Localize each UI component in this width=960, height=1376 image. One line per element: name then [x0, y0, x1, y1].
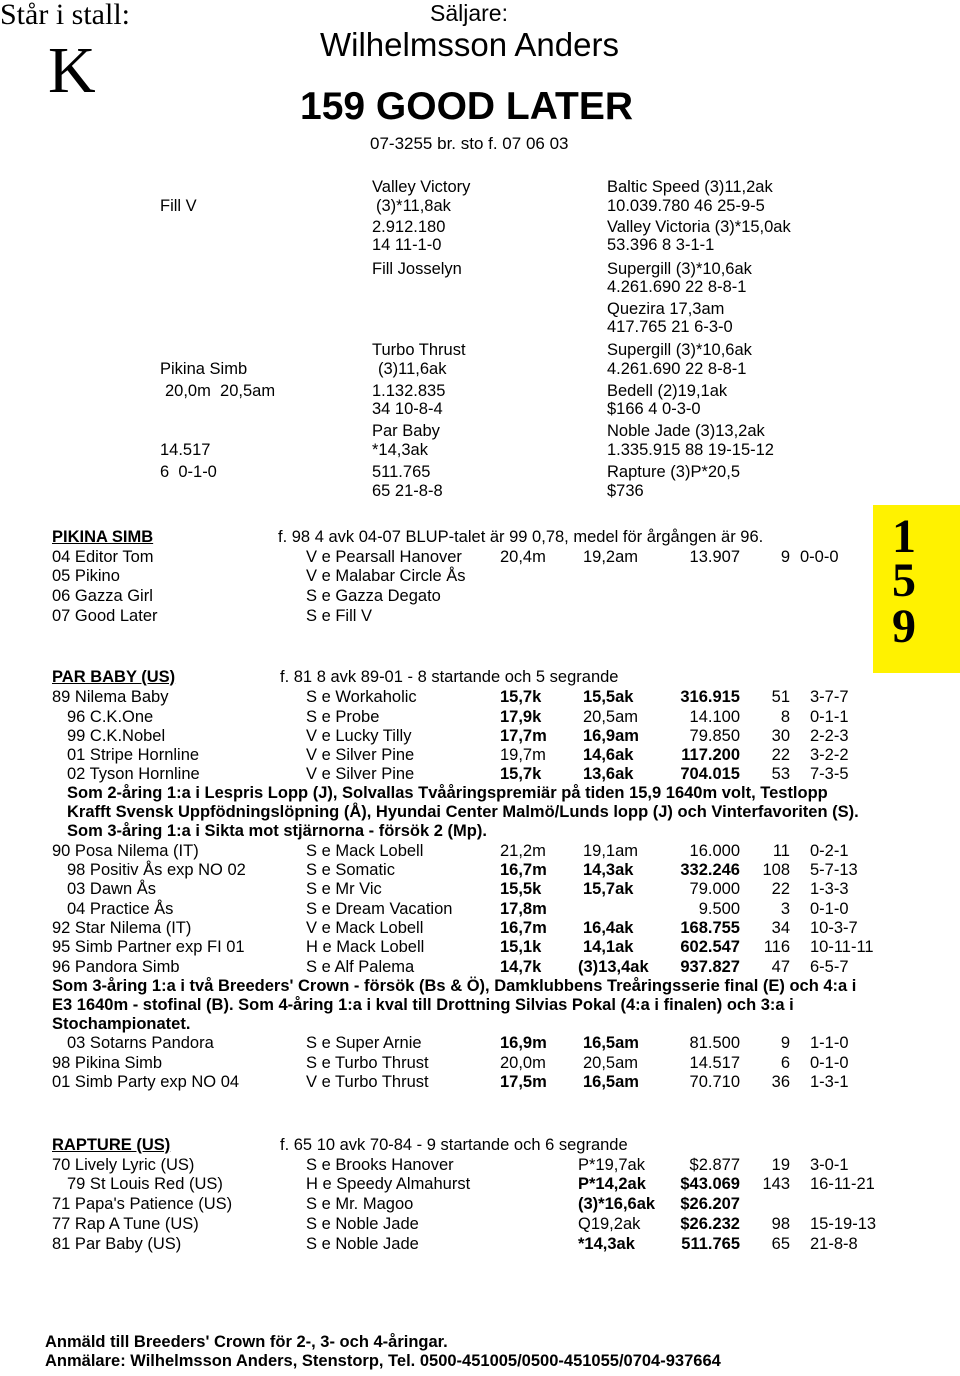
- offspring-sire: V e Silver Pine: [306, 765, 415, 783]
- sire-sire-name: Valley Victory: [372, 178, 471, 196]
- offspring-time: 13,6ak: [583, 765, 634, 783]
- offspring-starts: 108: [762, 861, 790, 879]
- offspring-sire: H e Mack Lobell: [306, 938, 425, 956]
- offspring-sire: S e Noble Jade: [306, 1215, 419, 1233]
- ancestor-stats: 53.396 8 3-1-1: [607, 236, 715, 254]
- offspring-name: 06 Gazza Girl: [52, 587, 153, 605]
- offspring-starts: 22: [771, 880, 790, 898]
- sire-dam-name: Fill Josselyn: [372, 260, 462, 278]
- dam-earnings: 14.517: [160, 441, 211, 459]
- ancestor-name: Bedell (2)19,1ak: [607, 382, 728, 400]
- offspring-name: 89 Nilema Baby: [52, 688, 169, 706]
- stall-letter: K: [48, 34, 96, 107]
- offspring-earnings: 14.517: [689, 1054, 740, 1072]
- offspring-earnings: 13.907: [689, 548, 740, 566]
- offspring-record: 0-0-0: [800, 548, 839, 566]
- offspring-row: [0, 587, 960, 606]
- offspring-name: 77 Rap A Tune (US): [52, 1215, 199, 1233]
- seller-name: Wilhelmsson Anders: [320, 26, 619, 63]
- offspring-starts: 34: [771, 919, 790, 937]
- offspring-record: 3-2-2: [810, 746, 849, 764]
- section-summary: f. 81 8 avk 89-01 - 8 startande och 5 segrande: [280, 668, 619, 686]
- offspring-starts: 51: [771, 688, 790, 706]
- offspring-earnings: $26.232: [680, 1215, 740, 1233]
- offspring-earnings: 937.827: [680, 958, 740, 976]
- offspring-time: 15,7k: [500, 765, 542, 783]
- offspring-name: 03 Sotarns Pandora: [67, 1034, 214, 1052]
- achievement-note: E3 1640m - stofinal (B). Som 4-åring 1:a i kval till Drottning Silvias Pokal (4:a i finalen) och 3:a i: [52, 996, 794, 1014]
- offspring-earnings: $2.877: [689, 1156, 740, 1174]
- offspring-sire: S e Alf Palema: [306, 958, 415, 976]
- offspring-time: 15,5k: [500, 880, 542, 898]
- offspring-name: 04 Editor Tom: [52, 548, 154, 566]
- dam-sire-name: Turbo Thrust: [372, 341, 466, 359]
- offspring-name: 71 Papa's Patience (US): [52, 1195, 233, 1213]
- offspring-time: 16,4ak: [583, 919, 634, 937]
- offspring-starts: 9: [780, 548, 790, 566]
- offspring-name: 99 C.K.Nobel: [67, 727, 166, 745]
- dam-starts: 6 0-1-0: [160, 463, 217, 481]
- offspring-record: 16-11-21: [810, 1175, 875, 1193]
- offspring-sire: S e Somatic: [306, 861, 395, 879]
- offspring-sire: S e Brooks Hanover: [306, 1156, 454, 1174]
- stall-label: Står i stall:: [0, 0, 130, 31]
- ancestor-name: Supergill (3)*10,6ak: [607, 341, 752, 359]
- dam-dam-starts: 65 21-8-8: [372, 482, 443, 500]
- offspring-starts: 53: [771, 765, 790, 783]
- offspring-record: 21-8-8: [810, 1235, 858, 1253]
- sire-sire-earnings: 2.912.180: [372, 218, 446, 236]
- ancestor-stats: $166 4 0-3-0: [607, 400, 701, 418]
- offspring-row: [0, 919, 960, 938]
- offspring-name: 07 Good Later: [52, 607, 158, 625]
- offspring-name: 05 Pikino: [52, 567, 120, 585]
- ancestor-name: Rapture (3)P*20,5: [607, 463, 740, 481]
- offspring-time: 17,7m: [500, 727, 547, 745]
- offspring-sire: V e Pearsall Hanover: [306, 548, 462, 566]
- offspring-row: [0, 607, 960, 626]
- offspring-row: [0, 688, 960, 707]
- offspring-row: [0, 765, 960, 784]
- offspring-time: 15,7k: [500, 688, 542, 706]
- offspring-starts: 143: [762, 1175, 790, 1193]
- offspring-time: Q19,2ak: [578, 1215, 641, 1233]
- offspring-row: [0, 548, 960, 567]
- offspring-sire: V e Malabar Circle Ås: [306, 567, 466, 585]
- offspring-time: 15,1k: [500, 938, 542, 956]
- offspring-name: 02 Tyson Hornline: [67, 765, 200, 783]
- offspring-time: 20,5am: [583, 708, 639, 726]
- achievement-note: Krafft Svensk Uppfödningslöpning (Å), Hyundai Center Malmö/Lunds lopp (J) och Vinterfavoriten (S).: [67, 803, 859, 821]
- offspring-time: 17,5m: [500, 1073, 547, 1091]
- offspring-name: 98 Positiv Ås exp NO 02: [67, 861, 246, 879]
- offspring-time: P*14,2ak: [578, 1175, 646, 1193]
- ancestor-name: Valley Victoria (3)*15,0ak: [607, 218, 791, 236]
- dam-sire-earnings: 1.132.835: [372, 382, 446, 400]
- offspring-sire: S e Dream Vacation: [306, 900, 453, 918]
- offspring-row: [0, 1215, 960, 1234]
- offspring-record: 1-3-1: [810, 1073, 849, 1091]
- offspring-sire: S e Fill V: [306, 607, 373, 625]
- offspring-earnings: $26.207: [680, 1195, 740, 1213]
- sire-sire-starts: 14 11-1-0: [372, 236, 442, 254]
- section-header: [0, 1136, 960, 1155]
- offspring-row: [0, 1073, 960, 1092]
- offspring-row: [0, 567, 960, 586]
- ancestor-stats: $736: [607, 482, 644, 500]
- offspring-earnings: 168.755: [680, 919, 740, 937]
- offspring-name: 01 Simb Party exp NO 04: [52, 1073, 240, 1091]
- section-title: PAR BABY (US): [52, 668, 176, 686]
- offspring-time: 17,8m: [500, 900, 547, 918]
- dam-sire-starts: 34 10-8-4: [372, 400, 443, 418]
- offspring-row: [0, 958, 960, 977]
- offspring-name: 81 Par Baby (US): [52, 1235, 182, 1253]
- dam-sire-record: (3)11,6ak: [378, 360, 447, 378]
- offspring-time: *14,3ak: [578, 1235, 635, 1253]
- offspring-earnings: 79.850: [689, 727, 740, 745]
- offspring-record: 10-11-11: [810, 938, 874, 956]
- offspring-starts: 6: [780, 1054, 790, 1072]
- offspring-time: 19,2am: [583, 548, 639, 566]
- offspring-row: [0, 746, 960, 765]
- ancestor-stats: 1.335.915 88 19-15-12: [607, 441, 774, 459]
- achievement-note: Som 2-åring 1:a i Lespris Lopp (J), Solvallas Tvååringspremiär på tiden 15,9 1640m volt, Testlopp: [67, 784, 828, 802]
- offspring-earnings: 9.500: [698, 900, 740, 918]
- dam-dam-record: *14,3ak: [372, 441, 428, 459]
- offspring-row: [0, 708, 960, 727]
- offspring-time: 20,0m: [500, 1054, 546, 1072]
- offspring-record: 5-7-13: [810, 861, 858, 879]
- offspring-name: 79 St Louis Red (US): [67, 1175, 223, 1193]
- lot-info: 07-3255 br. sto f. 07 06 03: [370, 134, 569, 153]
- lot-digit: 5: [892, 554, 916, 607]
- offspring-row: [0, 900, 960, 919]
- offspring-time: 14,3ak: [583, 861, 634, 879]
- offspring-earnings: 81.500: [689, 1034, 740, 1052]
- achievement-note: Som 3-åring 1:a i Sikta mot stjärnorna - försök 2 (Mp).: [67, 822, 487, 840]
- sire-name: Fill V: [160, 197, 197, 215]
- offspring-row: [0, 1156, 960, 1175]
- offspring-sire: S e Probe: [306, 708, 380, 726]
- offspring-name: 98 Pikina Simb: [52, 1054, 163, 1072]
- offspring-record: 7-3-5: [810, 765, 849, 783]
- offspring-record: 15-19-13: [810, 1215, 877, 1233]
- registrant-info: Anmälare: Wilhelmsson Anders, Stenstorp, Tel. 0500-451005/0500-451055/0704-937664: [45, 1352, 721, 1370]
- offspring-earnings: $43.069: [680, 1175, 740, 1193]
- offspring-starts: 36: [771, 1073, 790, 1091]
- offspring-sire: S e Super Arnie: [306, 1034, 422, 1052]
- offspring-starts: 116: [763, 938, 790, 956]
- offspring-name: 70 Lively Lyric (US): [52, 1156, 195, 1174]
- section-header: [0, 528, 960, 547]
- ancestor-stats: 417.765 21 6-3-0: [607, 318, 733, 336]
- offspring-earnings: 117.200: [681, 746, 740, 764]
- offspring-row: [0, 1235, 960, 1254]
- dam-record: 20,0m 20,5am: [165, 382, 276, 400]
- offspring-row: [0, 880, 960, 899]
- offspring-record: 2-2-3: [810, 727, 849, 745]
- offspring-time: (3)13,4ak: [578, 958, 649, 976]
- ancestor-stats: 4.261.690 22 8-8-1: [607, 360, 747, 378]
- ancestor-name: Baltic Speed (3)11,2ak: [607, 178, 773, 196]
- offspring-record: 0-1-1: [810, 708, 849, 726]
- ancestor-name: Supergill (3)*10,6ak: [607, 260, 752, 278]
- offspring-time: 19,7m: [500, 746, 546, 764]
- offspring-starts: 9: [780, 1034, 790, 1052]
- offspring-time: 15,7ak: [583, 880, 634, 898]
- offspring-time: 20,5am: [583, 1054, 639, 1072]
- offspring-record: 0-1-0: [810, 1054, 849, 1072]
- offspring-time: 16,9m: [500, 1034, 547, 1052]
- dam-name: Pikina Simb: [160, 360, 248, 378]
- offspring-time: 16,7m: [500, 861, 547, 879]
- ancestor-stats: 10.039.780 46 25-9-5: [607, 197, 765, 215]
- offspring-sire: S e Turbo Thrust: [306, 1054, 429, 1072]
- ancestor-name: Noble Jade (3)13,2ak: [607, 422, 765, 440]
- offspring-time: 14,7k: [500, 958, 542, 976]
- offspring-earnings: 16.000: [689, 842, 740, 860]
- offspring-time: 16,7m: [500, 919, 547, 937]
- offspring-starts: 65: [771, 1235, 790, 1253]
- offspring-sire: V e Mack Lobell: [306, 919, 424, 937]
- dam-dam-earnings: 511.765: [372, 463, 431, 481]
- offspring-record: 3-7-7: [810, 688, 849, 706]
- offspring-row: [0, 842, 960, 861]
- offspring-row: [0, 1195, 960, 1214]
- offspring-earnings: 316.915: [680, 688, 740, 706]
- offspring-row: [0, 1175, 960, 1194]
- offspring-starts: 11: [772, 842, 790, 860]
- offspring-row: [0, 861, 960, 880]
- offspring-record: 0-1-0: [810, 900, 849, 918]
- offspring-time: 14,1ak: [583, 938, 634, 956]
- offspring-sire: H e Speedy Almahurst: [306, 1175, 471, 1193]
- achievement-note: Som 3-åring 1:a i två Breeders' Crown - försök (Bs & Ö), Damklubbens Treåringsserie final (E) och 4:a i: [52, 977, 857, 995]
- offspring-earnings: 704.015: [680, 765, 740, 783]
- offspring-name: 03 Dawn Ås: [67, 880, 156, 898]
- offspring-starts: 22: [771, 746, 790, 764]
- dam-dam-name: Par Baby: [372, 422, 440, 440]
- offspring-starts: 47: [771, 958, 790, 976]
- offspring-name: 90 Posa Nilema (IT): [52, 842, 199, 860]
- sire-sire-record: (3)*11,8ak: [376, 197, 451, 215]
- offspring-record: 3-0-1: [810, 1156, 849, 1174]
- offspring-record: 1-3-3: [810, 880, 849, 898]
- offspring-sire: V e Turbo Thrust: [306, 1073, 429, 1091]
- offspring-earnings: 602.547: [680, 938, 740, 956]
- offspring-time: 21,2m: [500, 842, 546, 860]
- offspring-earnings: 332.246: [680, 861, 740, 879]
- offspring-record: 0-2-1: [810, 842, 849, 860]
- offspring-earnings: 70.710: [689, 1073, 740, 1091]
- offspring-time: 20,4m: [500, 548, 546, 566]
- lot-title: 159 GOOD LATER: [300, 85, 634, 128]
- offspring-time: 19,1am: [583, 842, 639, 860]
- achievement-note: Stochampionatet.: [52, 1015, 191, 1033]
- offspring-name: 92 Star Nilema (IT): [52, 919, 192, 937]
- offspring-row: [0, 938, 960, 957]
- offspring-time: 15,5ak: [583, 688, 634, 706]
- offspring-name: 96 C.K.One: [67, 708, 154, 726]
- offspring-starts: 30: [771, 727, 790, 745]
- section-summary: f. 65 10 avk 70-84 - 9 startande och 6 segrande: [280, 1136, 628, 1154]
- offspring-row: [0, 1034, 960, 1053]
- offspring-record: 6-5-7: [810, 958, 849, 976]
- ancestor-stats: 4.261.690 22 8-8-1: [607, 278, 747, 296]
- offspring-time: 17,9k: [500, 708, 542, 726]
- offspring-starts: 98: [771, 1215, 790, 1233]
- offspring-sire: S e Mr. Magoo: [306, 1195, 414, 1213]
- offspring-name: 01 Stripe Hornline: [67, 746, 200, 764]
- offspring-starts: 3: [780, 900, 790, 918]
- offspring-row: [0, 727, 960, 746]
- offspring-sire: S e Gazza Degato: [306, 587, 441, 605]
- offspring-sire: S e Mr Vic: [306, 880, 382, 898]
- offspring-name: 96 Pandora Simb: [52, 958, 180, 976]
- offspring-sire: S e Mack Lobell: [306, 842, 424, 860]
- offspring-starts: 19: [771, 1156, 790, 1174]
- offspring-time: 16,9am: [583, 727, 639, 745]
- offspring-earnings: 14.100: [689, 708, 740, 726]
- offspring-time: (3)*16,6ak: [578, 1195, 656, 1213]
- section-title: PIKINA SIMB: [52, 528, 154, 546]
- offspring-name: 95 Simb Partner exp FI 01: [52, 938, 245, 956]
- offspring-time: 16,5am: [583, 1073, 639, 1091]
- offspring-earnings: 79.000: [689, 880, 740, 898]
- section-header: [0, 668, 960, 687]
- lot-digit: 9: [892, 600, 916, 653]
- offspring-starts: 8: [780, 708, 790, 726]
- offspring-sire: V e Lucky Tilly: [306, 727, 412, 745]
- offspring-time: P*19,7ak: [578, 1156, 645, 1174]
- offspring-time: 14,6ak: [583, 746, 634, 764]
- offspring-name: 04 Practice Ås: [67, 900, 174, 918]
- offspring-record: 1-1-0: [810, 1034, 849, 1052]
- offspring-earnings: 511.765: [681, 1235, 740, 1253]
- section-title: RAPTURE (US): [52, 1136, 171, 1154]
- seller-label: Säljare:: [430, 0, 508, 26]
- section-summary: f. 98 4 avk 04-07 BLUP-talet är 99 0,78, medel för årgången är 96.: [278, 528, 764, 546]
- entry-note: Anmäld till Breeders' Crown för 2-, 3- och 4-åringar.: [45, 1333, 448, 1351]
- offspring-sire: V e Silver Pine: [306, 746, 415, 764]
- ancestor-name: Quezira 17,3am: [607, 300, 725, 318]
- offspring-row: [0, 1054, 960, 1073]
- offspring-record: 10-3-7: [810, 919, 858, 937]
- offspring-sire: S e Workaholic: [306, 688, 417, 706]
- offspring-time: 16,5am: [583, 1034, 639, 1052]
- lot-digit: 1: [892, 510, 916, 563]
- offspring-sire: S e Noble Jade: [306, 1235, 419, 1253]
